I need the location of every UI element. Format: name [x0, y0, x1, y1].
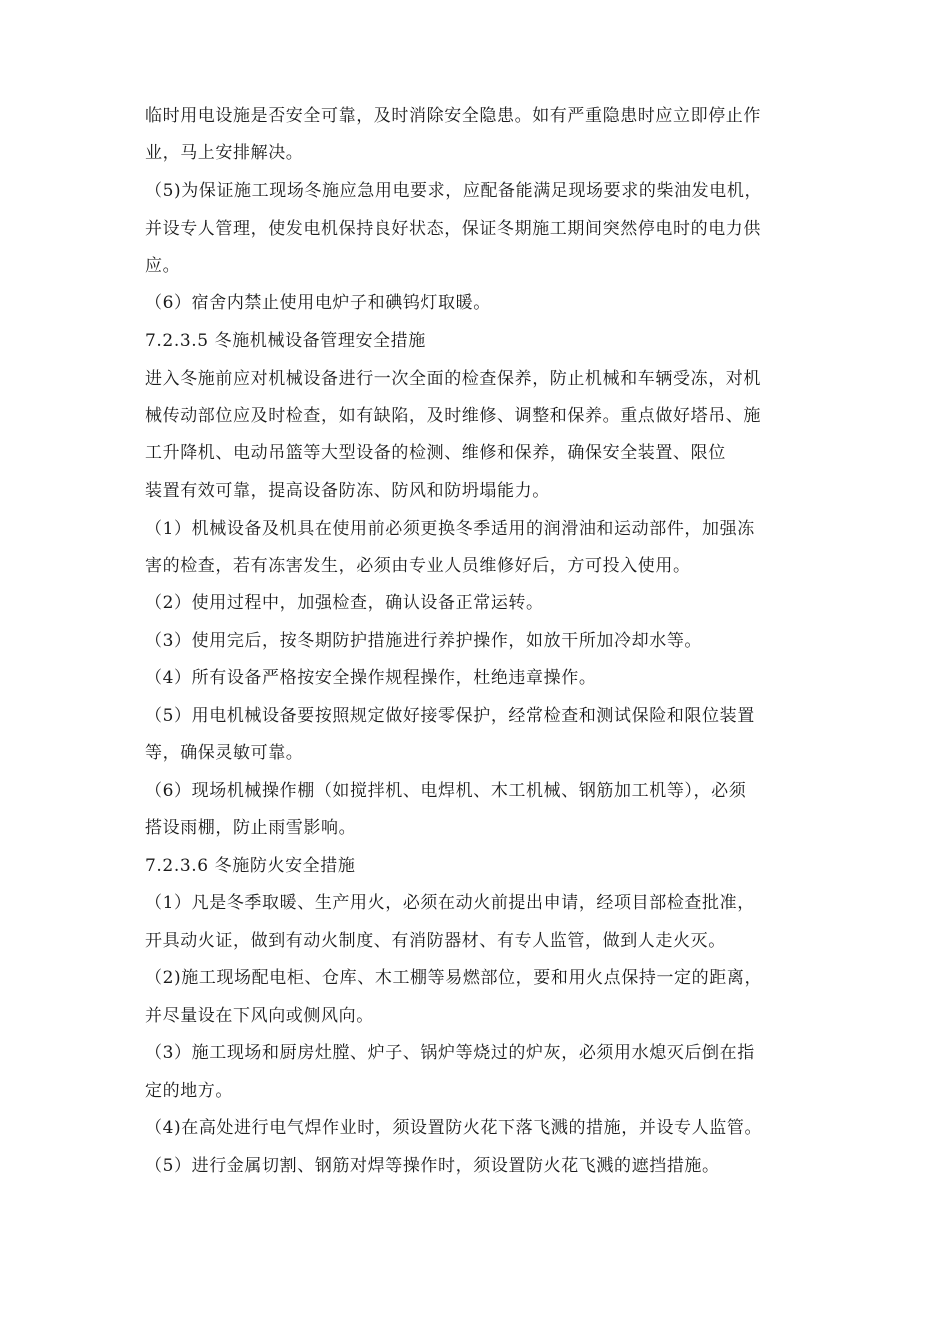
text-line: （3）施工现场和厨房灶膛、炉子、锅炉等烧过的炉灰，必须用水熄灭后倒在指	[145, 1043, 755, 1063]
text-line: 临时用电设施是否安全可靠，及时消除安全隐患。如有严重隐患时应立即停止作	[145, 106, 761, 126]
text-line: （2）使用过程中，加强检查，确认设备正常运转。	[145, 593, 544, 613]
text-line: （2)施工现场配电柜、仓库、木工棚等易燃部位，要和用火点保持一定的距离，	[145, 968, 763, 988]
text-line: 并设专人管理，使发电机保持良好状态，保证冬期施工期间突然停电时的电力供	[145, 219, 761, 239]
text-line: 械传动部位应及时检查，如有缺陷，及时维修、调整和保养。重点做好塔吊、施	[145, 406, 761, 426]
text-line: （5)为保证施工现场冬施应急用电要求，应配备能满足现场要求的柴油发电机，	[145, 181, 763, 201]
section-heading: 7.2.3.6 冬施防火安全措施	[145, 856, 356, 876]
section-heading: 7.2.3.5 冬施机械设备管理安全措施	[145, 331, 426, 351]
text-line: （1）凡是冬季取暖、生产用火，必须在动火前提出申请，经项目部检查批准，	[145, 893, 755, 913]
text-line: 并尽量设在下风向或侧风向。	[145, 1006, 374, 1026]
text-line: 应。	[145, 256, 181, 276]
text-line: （4)在高处进行电气焊作业时，须设置防火花下落飞溅的措施，并设专人监管。	[145, 1118, 763, 1138]
text-line: 搭设雨棚，防止雨雪影响。	[145, 818, 357, 838]
text-line: 等，确保灵敏可靠。	[145, 743, 304, 763]
text-line: （6）宿舍内禁止使用电炉子和碘钨灯取暖。	[145, 293, 491, 313]
text-line: （6）现场机械操作棚（如搅拌机、电焊机、木工机械、钢筋加工机等），必须	[145, 781, 747, 801]
text-line: （3）使用完后，按冬期防护措施进行养护操作，如放干所加冷却水等。	[145, 631, 703, 651]
text-line: （1）机械设备及机具在使用前必须更换冬季适用的润滑油和运动部件，加强冻	[145, 519, 755, 539]
text-line: 进入冬施前应对机械设备进行一次全面的检查保养，防止机械和车辆受冻，对机	[145, 369, 761, 389]
text-line: （4）所有设备严格按安全操作规程操作，杜绝违章操作。	[145, 668, 597, 688]
text-line: 定的地方。	[145, 1081, 233, 1101]
text-line: 害的检查，若有冻害发生，必须由专业人员维修好后，方可投入使用。	[145, 556, 691, 576]
text-line: 开具动火证，做到有动火制度、有消防器材、有专人监管，做到人走火灭。	[145, 931, 726, 951]
text-line: 业，马上安排解决。	[145, 143, 304, 163]
text-line: 工升降机、电动吊篮等大型设备的检测、维修和保养，确保安全装置、限位	[145, 443, 726, 463]
text-line: （5）用电机械设备要按照规定做好接零保护，经常检查和测试保险和限位装置	[145, 706, 755, 726]
text-line: 装置有效可靠，提高设备防冻、防风和防坍塌能力。	[145, 481, 550, 501]
text-line: （5）进行金属切割、钢筋对焊等操作时，须设置防火花飞溅的遮挡措施。	[145, 1156, 720, 1176]
